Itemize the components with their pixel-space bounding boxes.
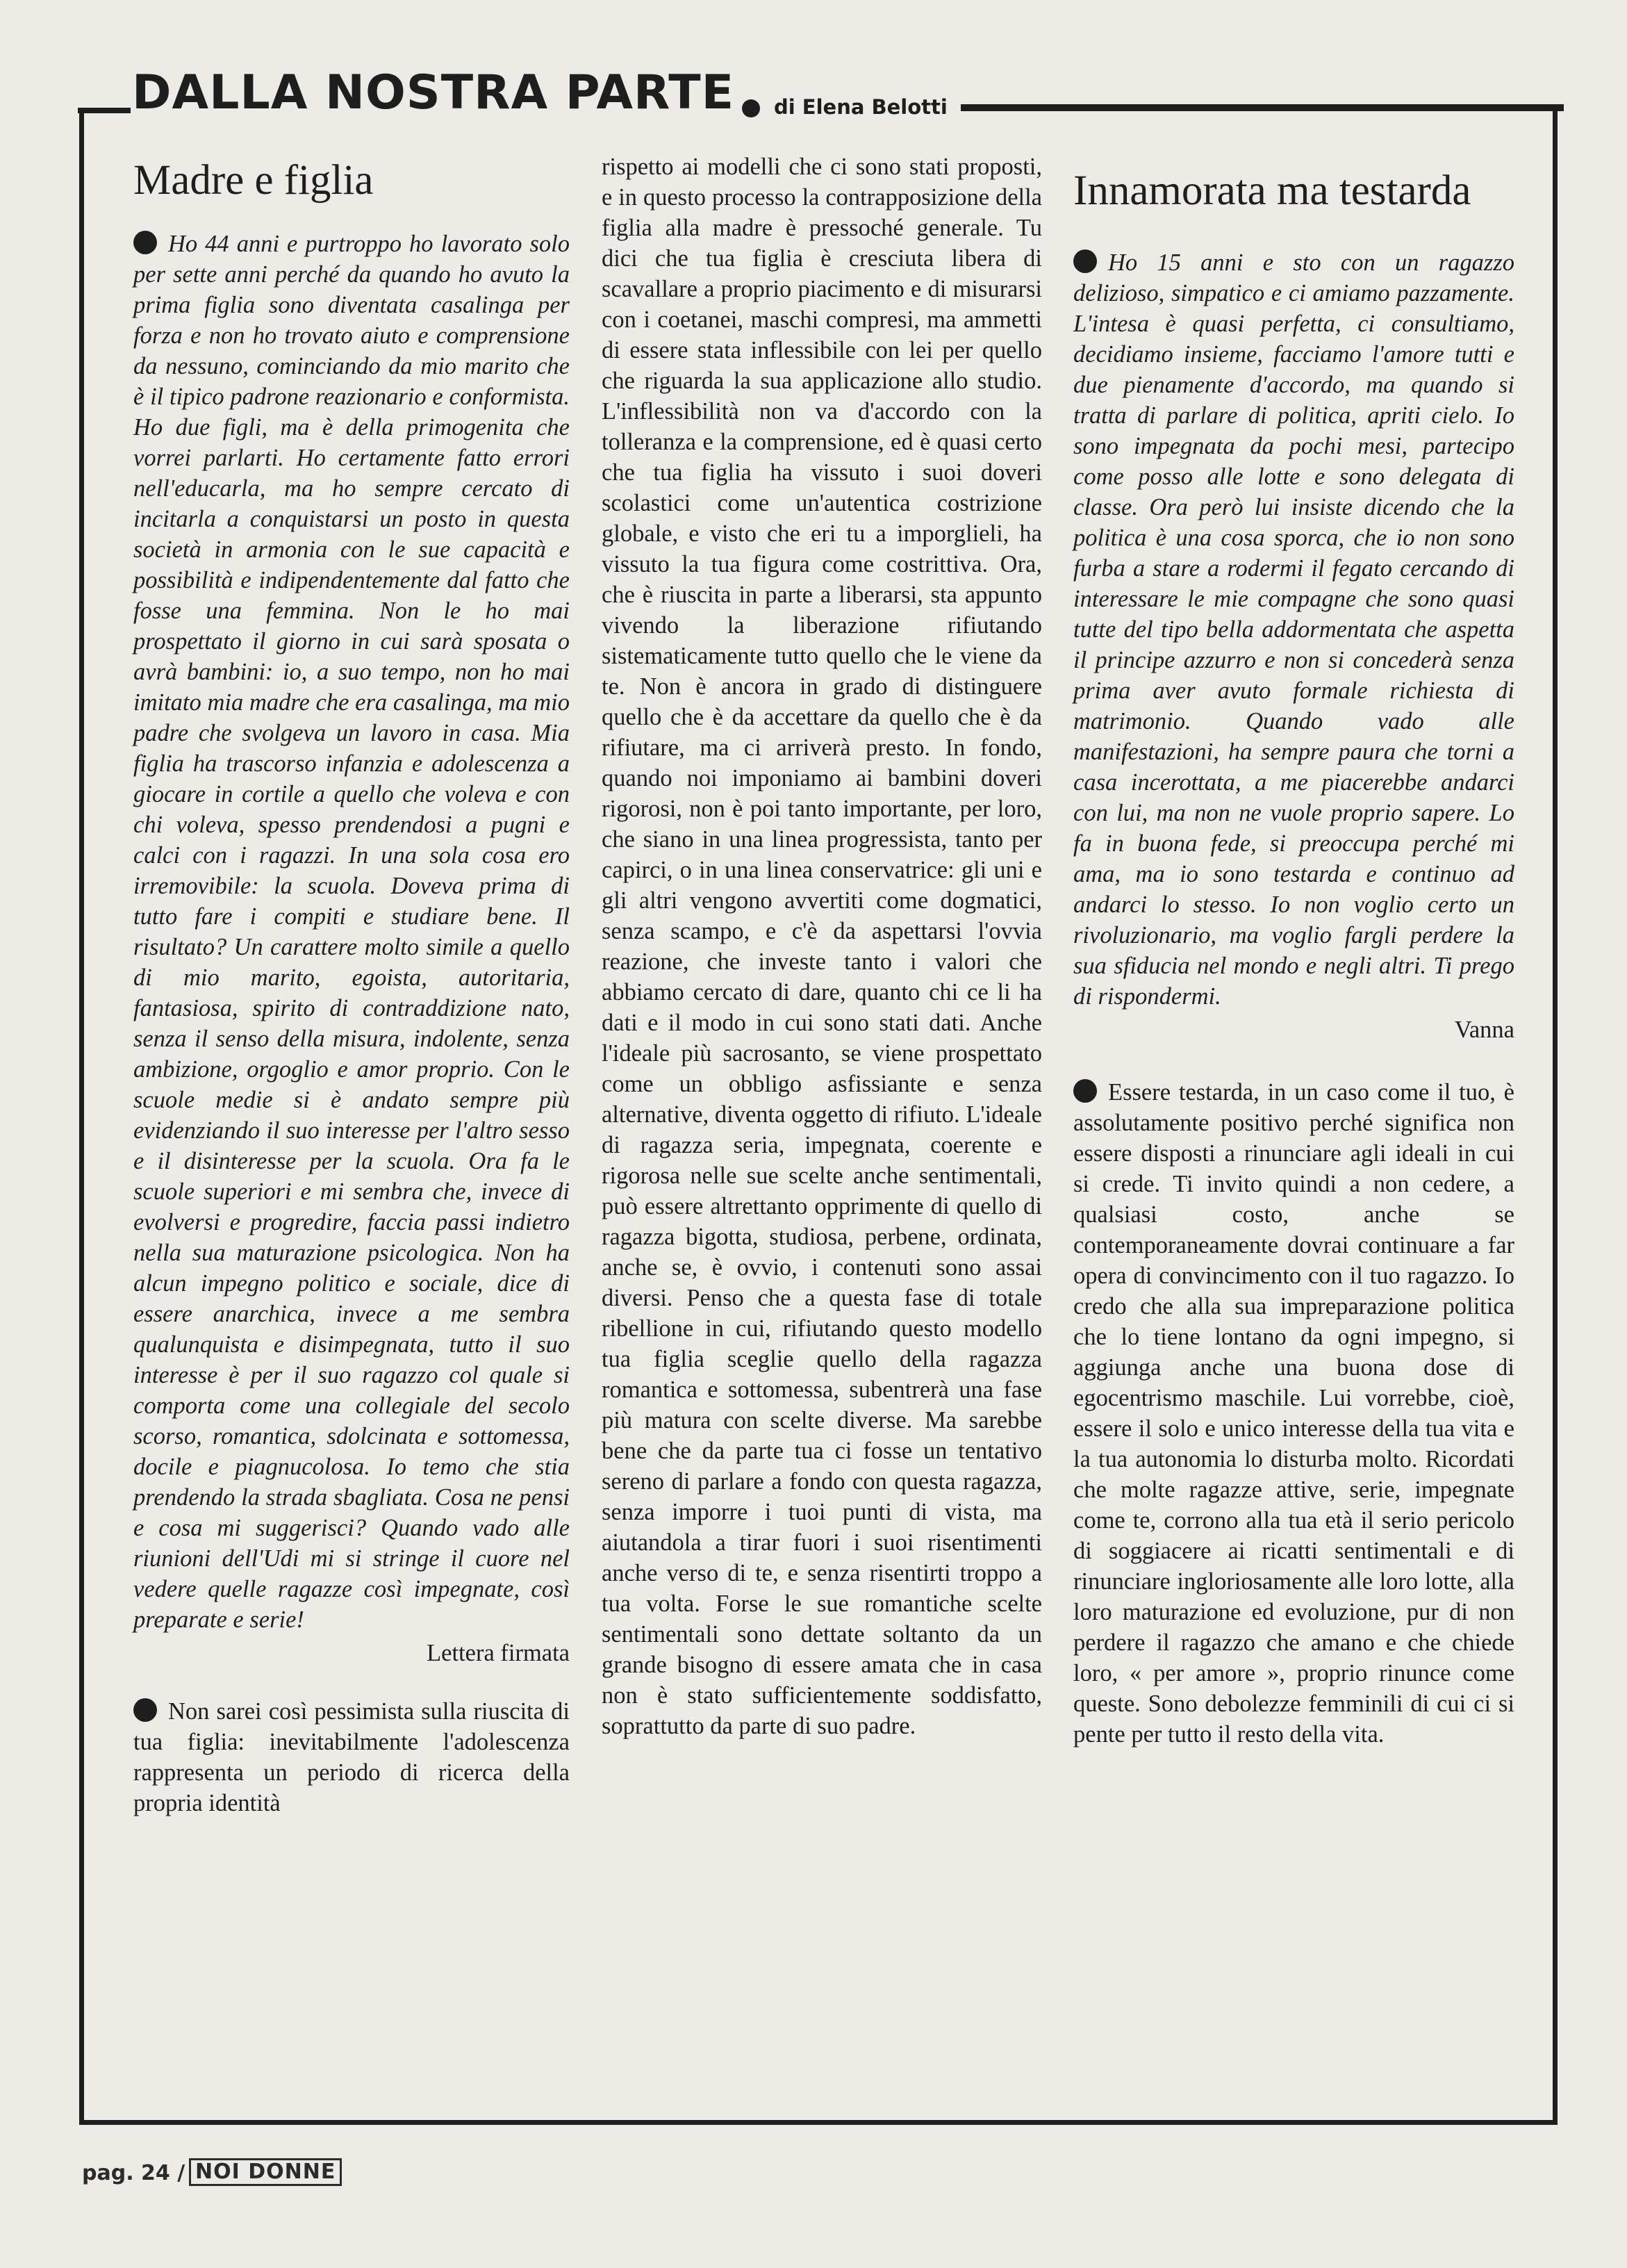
article-title-innamorata: Innamorata ma testarda — [1073, 167, 1471, 214]
reader-letter — [133, 229, 570, 1635]
rubric-author: di Elena Belotti — [774, 95, 948, 119]
reply — [133, 1696, 570, 1818]
column-3 — [1073, 167, 1514, 1750]
reply — [1073, 1077, 1514, 1750]
article-title-madre-figlia: Madre e figlia — [133, 157, 374, 204]
letter-signature: Vanna — [1454, 1017, 1514, 1043]
reader-letter — [1073, 247, 1514, 1012]
bullet-icon — [133, 231, 157, 254]
letter-signature: Lettera firmata — [427, 1640, 570, 1666]
bullet-icon — [1073, 1079, 1097, 1103]
page-number: pag. 24 / — [82, 2161, 185, 2185]
column-2 — [602, 151, 1042, 1741]
rubric-title: DALLA NOSTRA PARTE — [132, 65, 735, 120]
magazine-logo: NOI DONNE — [189, 2158, 342, 2186]
reader-letter-text: Ho 15 anni e sto con un ragazzo delizioso, simpatico e ci amiamo pazzamente. L'intesa è quasi perfetta, ci consultiamo, decidiamo insieme, facciamo l'amore tutti e due pienamente d'accordo, ma quando si tratta di parlare di politica, apriti cielo. Io sono impegnata da pochi mesi, partecipo come posso alle lotte e sono delegata di classe. Ora però lui insiste dicendo che la politica è una cosa sporca, che io non sono furba a stare a rodermi il fegato cercando di interessare le mie compagne che sono quasi tutte del tipo bella addormentata che aspetta il principe azzurro e non si concederà senza prima aver avuto formale richiesta di matrimonio. Quando vado alle manifestazioni, ha sempre paura che torni a casa incerottata, a me piacerebbe andarci con lui, ma non ne vuole proprio sapere. Lo fa in buona fede, si preoccupa perché mi ama, ma io sono testarda e continuo ad andarci lo stesso. Io non voglio certo un rivoluzionario, ma voglio fargli perdere la sua sfiducia nel mondo e negli altri. Ti prego di rispondermi. — [1073, 249, 1514, 1010]
reply-text-start: Non sarei così pessimista sulla riuscita di tua figlia: inevitabilmente l'adolescenza rappresenta un periodo di ricerca della propria identità — [133, 1698, 570, 1816]
column-1 — [133, 156, 570, 1818]
reader-letter-text: Ho 44 anni e purtroppo ho lavorato solo per sette anni perché da quando ho avuto la prima figlia sono diventata casalinga per forza e non ho trovato aiuto e comprensione da nessuno, cominciando da mio marito che è il tipico padrone reazionario e conformista. Ho due figli, ma è della primogenita che vorrei parlarti. Ho certamente fatto errori nell'educarla, ma ho sempre cercato di incitarla a conquistarsi un posto in questa società in armonia con le sue capacità e possibilità e indipendentemente dal fatto che fosse una femmina. Non le ho mai prospettato il giorno in cui sarà sposata o avrà bambini: io, a suo tempo, non ho mai imitato mia madre che era casalinga, ma mio padre che svolgeva un lavoro in casa. Mia figlia ha trascorso infanzia e adolescenza a giocare in cortile a quello che voleva e con chi voleva, spesso prendendosi a pugni e calci con i ragazzi. In una sola cosa ero irremovibile: la scuola. Doveva prima di tutto fare i compiti e studiare bene. Il risultato? Un carattere molto simile a quello di mio marito, egoista, autoritaria, fantasiosa, spirito di contraddizione nato, senza il senso della misura, indolente, senza ambizione, orgoglio e amor proprio. Con le scuole medie si è andato sempre più evidenziando il suo interesse per l'altro sesso e il disinteresse per la scuola. Ora fa le scuole superiori e mi sembra che, invece di evolversi e progredire, faccia passi indietro nella sua maturazione psicologica. Non ha alcun impegno politico e sociale, dice di essere anarchica, invece a me sembra qualunquista e disimpegnata, tutto il suo interesse è per il suo ragazzo col quale si comporta come una collegiale del secolo scorso, romantica, sdolcinata e sottomessa, docile e piagnucolosa. Io temo che stia prendendo la strada sbagliata. Cosa ne pensi e cosa mi suggerisci? Quando vado alle riunioni dell'Udi mi si stringe il cuore nel vedere quelle ragazze così impegnate, così preparate e serie! — [133, 231, 570, 1633]
reply-text: Essere testarda, in un caso come il tuo, è assolutamente positivo perché significa non essere disposti a rinunciare agli ideali in cui si crede. Ti invito quindi a non cedere, a qualsiasi costo, anche se contemporaneamente dovrai continuare a far opera di convincimento con il tuo ragazzo. Io credo che alla sua impreparazione politica che lo tiene lontano da ogni impegno, si aggiunga anche una buona dose di egocentrismo maschile. Lui vorrebbe, cioè, essere il solo e unico interesse della tua vita e la tua autonomia lo disturba molto. Ricordati che molte ragazze attive, serie, impegnate come te, corrono alla tua età il serio pericolo di soggiacere ai ricatti sentimentali e di rinunciare ingloriosamente alle loro lotte, alla loro maturazione ed evoluzione, pur di non perdere il ragazzo che amano e che chiede loro, « per amore », proprio rinunce come queste. Sono debolezze femminili di cui ci si pente per tutto il resto della vita. — [1073, 1079, 1514, 1748]
bullet-icon — [1073, 249, 1097, 273]
bullet-icon — [133, 1698, 157, 1722]
reply-continued: rispetto ai modelli che ci sono stati proposti, e in questo processo la contrapposizione della figlia alla madre è pressoché generale. Tu dici che tua figlia è cresciuta libera di scavallare a proprio piacimento e di misurarsi con i coetanei, maschi compresi, ma ammetti di essere stata inflessibile con lei per quello che riguarda la sua applicazione allo studio. L'inflessibilità non va d'accordo con la tolleranza e la comprensione, ed è quasi certo che tua figlia ha vissuto i suoi doveri scolastici come un'autentica costrizione globale, e visto che eri tu a imporglieli, ha vissuto la tua figura come costrittiva. Ora, che è riuscita in parte a liberarsi, sta appunto vivendo la liberazione rifiutando sistematicamente tutto quello che le viene da te. Non è ancora in grado di distinguere quello che è da accettare da quello che è da rifiutare, ma ci arriverà presto. In fondo, quando noi imponiamo ai bambini doveri rigorosi, non è poi tanto importante, per loro, che siano in una linea progressista, tanto per capirci, o in una linea conservatrice: gli uni e gli altri vengono avvertiti come dogmatici, senza scampo, e c'è da aspettarsi l'ovvia reazione, che investe tanto i valori che abbiamo cercato di dare, quanto chi ce li ha dati e il modo in cui sono stati dati. Anche l'ideale più sacrosanto, se viene prospettato come un obbligo asfissiante e senza alternative, diventa oggetto di rifiuto. L'ideale di ragazza seria, impegnata, coerente e rigorosa nelle sue scelte anche sentimentali, può essere altrettanto opprimente di quello di ragazza bigotta, studiosa, perbene, ordinata, anche se, è ovvio, i contenuti sono assai diversi. Penso che a questa fase di totale ribellione in cui, rifiutando questo modello tua figlia sceglie quello della ragazza romantica e sottomessa, subentrerà una fase più matura con scelte diverse. Ma sarebbe bene che da parte tua ci fosse un tentativo sereno di parlare a fondo con questa ragazza, senza imporre i tuoi punti di vista, ma aiutandola a tirar fuori i suoi risentimenti anche verso di te, e senza risentirti troppo a tua volta. Forse le sue romantiche scelte sentimentali sono dettate soltanto da un grande bisogno di essere amata che in casa non è stato sufficientemente soddisfatto, soprattutto da parte di suo padre. — [602, 154, 1042, 1739]
